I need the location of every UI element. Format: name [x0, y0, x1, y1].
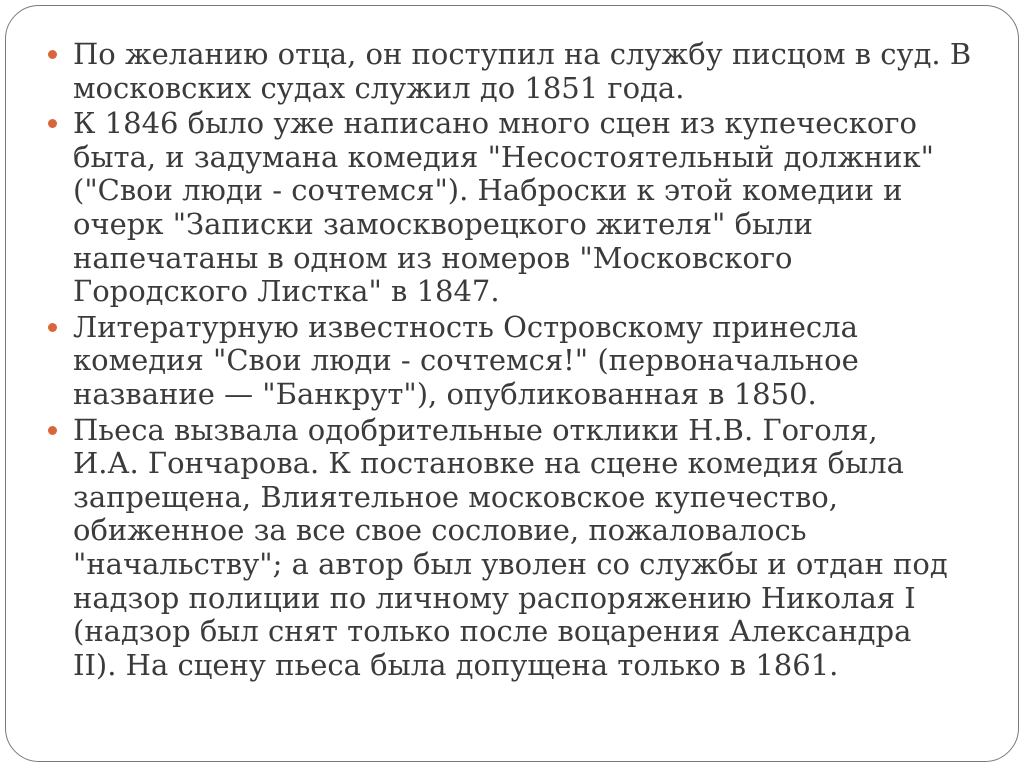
bullet-item — [48, 107, 978, 309]
bullet-dot-icon — [48, 323, 57, 332]
bullet-text: Пьеса вызвала одобрительные отклики Н.В. Гоголя, И.А. Гончарова. К постановке на сцене комедия была запрещена, Влиятельное московское купечество, обиженное за все свое сословие, пожаловалось "начальству"; а автор был уволен со службы и отдан под надзор полиции по личному распоряжению Николая I (надзор был снят только после воцарения Александра II). На сцену пьеса была допущена только в 1861. — [73, 412, 948, 682]
bullet-item — [48, 311, 978, 412]
bullet-text: По желанию отца, он поступил на службу писцом в суд. В московских судах служил до 1851 года. — [73, 37, 972, 105]
bullet-text: К 1846 было уже написано много сцен из купеческого быта, и задумана комедия "Несостоятельный должник" ("Свои люди - сочтемся"). Наброски к этой комедии и очерк "Записки замоскворецкого жителя" были напечатаны в одном из номеров "Московского Городского Листка" в 1847. — [73, 106, 935, 309]
bullet-text: Литературную известность Островскому принесла комедия "Свои люди - сочтемся!" (первоначальное название — "Банкрут"), опубликованная в 1850. — [73, 309, 859, 411]
bullet-dot-icon — [48, 426, 57, 435]
bullet-dot-icon — [48, 50, 57, 59]
bullet-list — [48, 38, 978, 684]
bullet-item — [48, 414, 978, 683]
bullet-dot-icon — [48, 119, 57, 128]
bullet-item — [48, 38, 978, 105]
